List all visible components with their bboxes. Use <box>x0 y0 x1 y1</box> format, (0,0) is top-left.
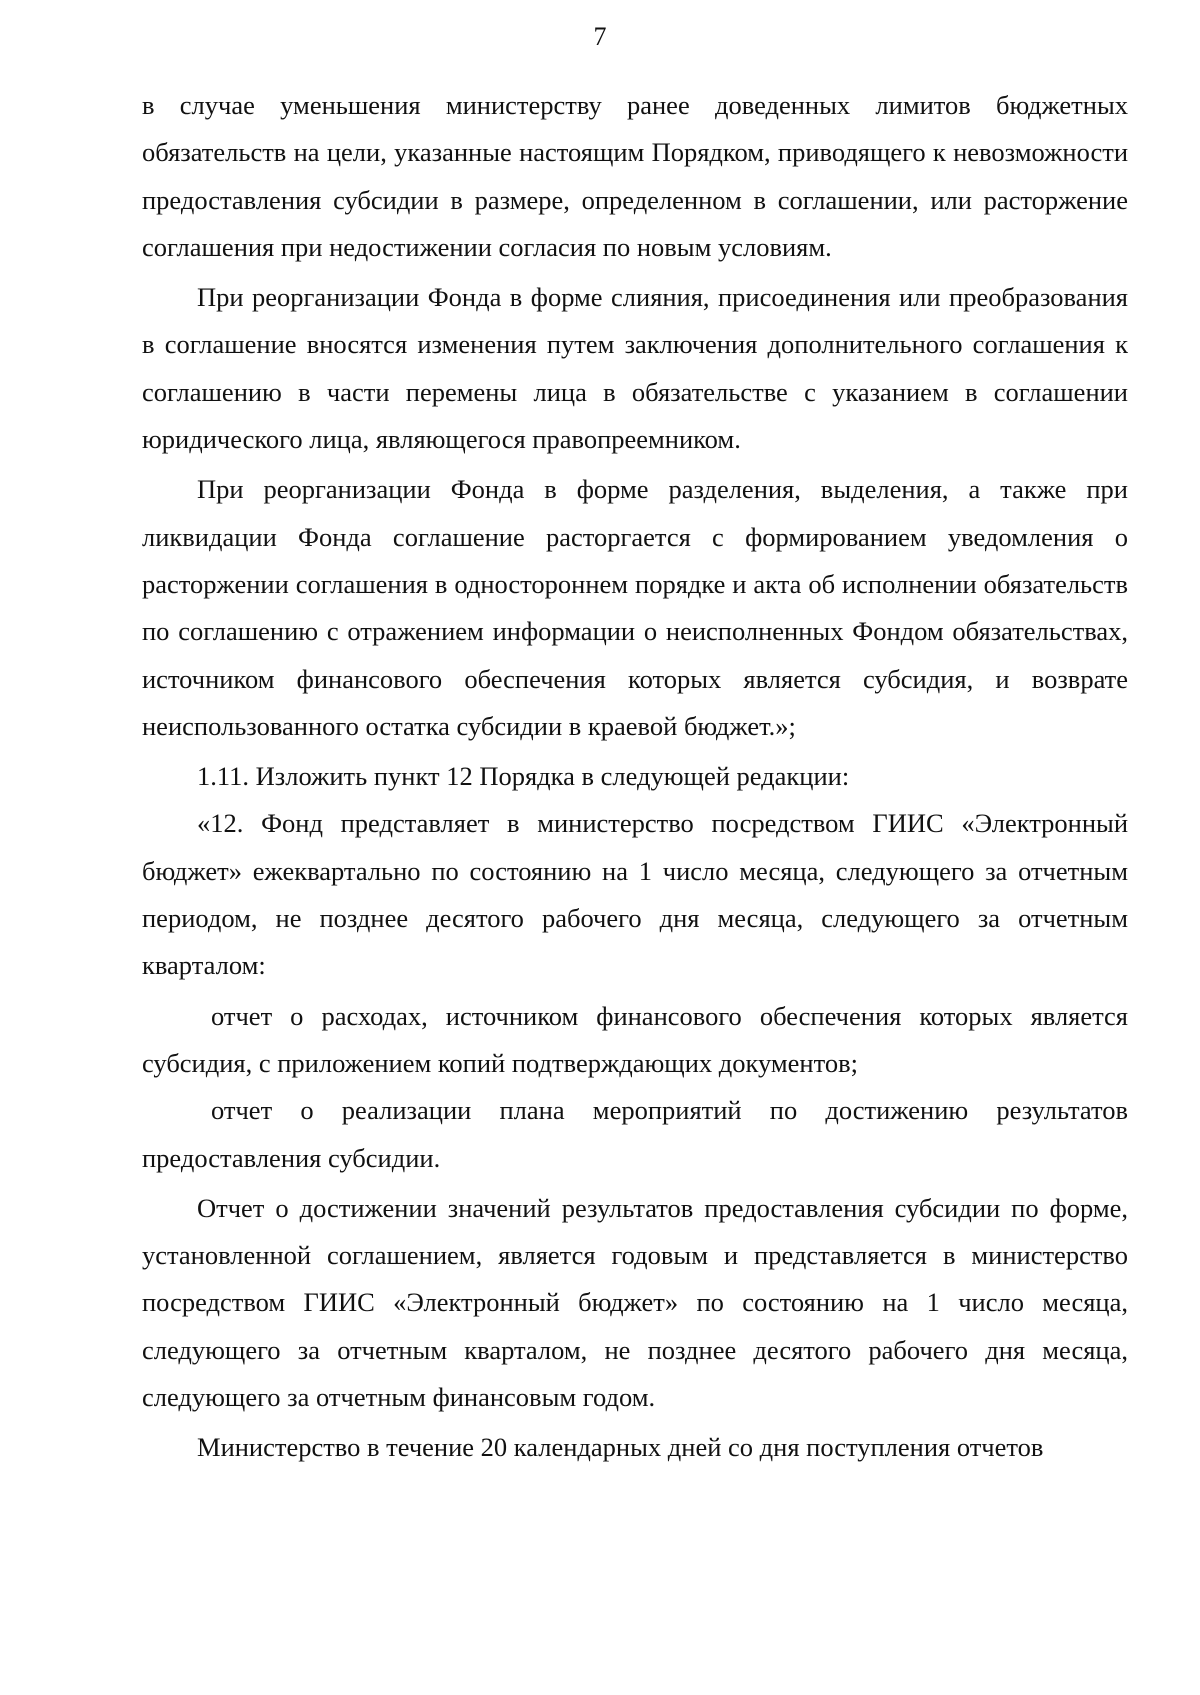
paragraph-ministry-review: Министерство в течение 20 календарных дней со дня поступления отчетов <box>197 1432 1044 1463</box>
paragraph-plan-report: отчет о реализации плана мероприятий по достижению результатов предоставления субсидии. <box>142 1095 1128 1173</box>
paragraph-item-12: «12. Фонд представляет в министерство посредством ГИИС «Электронный бюджет» ежеквартально по состоянию на 1 число месяца, следующего за отчетным периодом, не позднее десятого рабочего дня месяца, следующего за отчетным кварталом: <box>142 808 1128 981</box>
paragraph-expense-report: отчет о расходах, источником финансового обеспечения которых является субсидия, с приложением копий подтверждающих документов; <box>142 1000 1128 1078</box>
page-number: 7 <box>593 22 607 51</box>
paragraph-reorganization-division: При реорганизации Фонда в форме разделения, выделения, а также при ликвидации Фонда соглашение расторгается с формированием уведомления о расторжении соглашения в одностороннем порядке и акта об исполнении обязательств по соглашению с отражением информации о неисполненных Фондом обязательствах, источником финансового обеспечения которых является субсидия, и возврате неиспользованного остатка субсидии в краевой бюджет.»; <box>142 474 1128 741</box>
paragraph-reorganization-merger: При реорганизации Фонда в форме слияния, присоединения или преобразования в соглашение вносятся изменения путем заключения дополнительного соглашения к соглашению в части перемены лица в обязательстве с указанием в соглашении юридического лица, являющегося правопреемником. <box>142 282 1128 455</box>
paragraph-item-1-11: 1.11. Изложить пункт 12 Порядка в следующей редакции: <box>197 761 850 792</box>
paragraph-results-report: Отчет о достижении значений результатов предоставления субсидии по форме, установленной соглашением, является годовым и представляется в министерство посредством ГИИС «Электронный бюджет» по состоянию на 1 число месяца, следующего за отчетным кварталом, не позднее десятого рабочего дня месяца, следующего за отчетным финансовым годом. <box>142 1192 1128 1413</box>
paragraph-limits-reduction: в случае уменьшения министерству ранее доведенных лимитов бюджетных обязательств на цели, указанные настоящим Порядком, приводящего к невозможности предоставления субсидии в размере, определенном в соглашении, или расторжение соглашения при недостижении согласия по новым условиям. <box>142 90 1128 262</box>
document-body <box>142 82 1128 1472</box>
